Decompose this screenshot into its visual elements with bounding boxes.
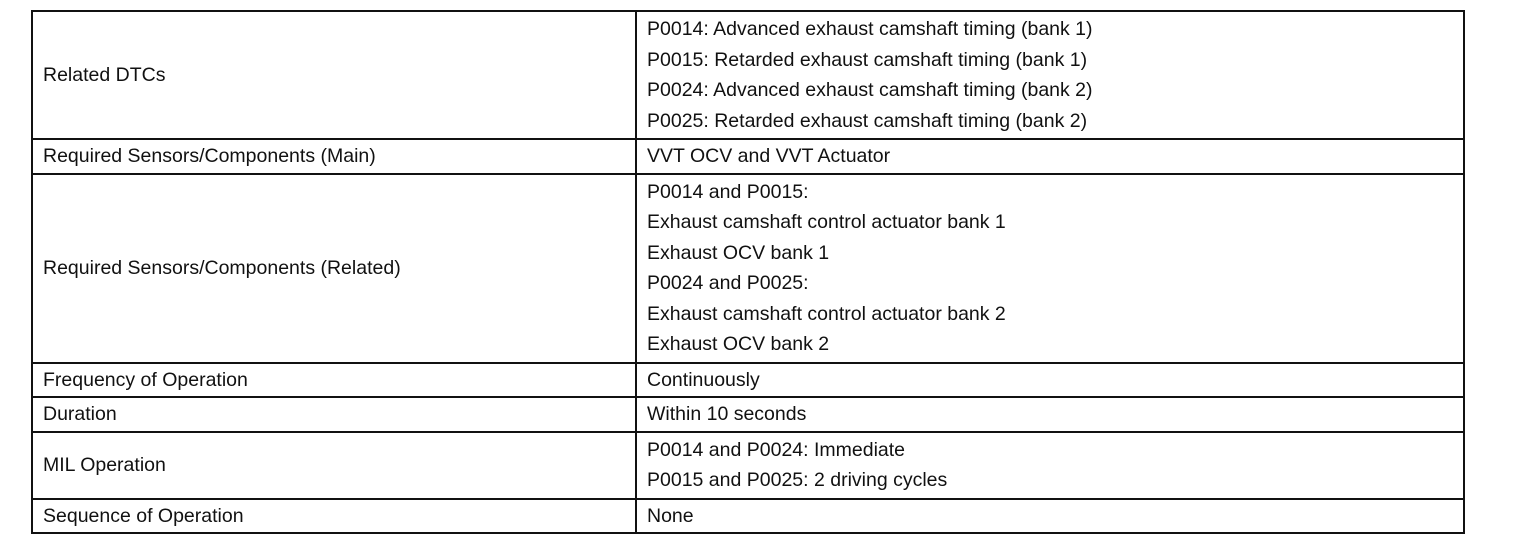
table-row-mil-operation [32, 432, 1464, 499]
value-line: Exhaust camshaft control actuator bank 1 [647, 211, 1006, 233]
table-row-required-sensors-related [32, 174, 1464, 363]
value-line: P0024 and P0025: [647, 272, 809, 294]
row-value [636, 363, 1464, 398]
monitor-spec-table [31, 10, 1465, 534]
value-line: P0014 and P0015: [647, 180, 809, 203]
value-line: P0024: Advanced exhaust camshaft timing (bank 2) [647, 79, 1093, 101]
value-line: Exhaust OCV bank 2 [647, 333, 830, 355]
value-line: Continuously [647, 368, 760, 391]
value-line: Exhaust camshaft control actuator bank 2 [647, 302, 1006, 325]
row-label: Sequence of Operation [32, 499, 636, 534]
row-value [636, 11, 1464, 139]
value-line: None [647, 504, 694, 527]
table-row-duration [32, 397, 1464, 432]
value-line: P0025: Retarded exhaust camshaft timing (bank 2) [647, 109, 1088, 132]
row-label: Frequency of Operation [32, 363, 636, 398]
value-line: VVT OCV and VVT Actuator [647, 145, 891, 167]
table-row-frequency-of-operation [32, 363, 1464, 398]
value-line: Within 10 seconds [647, 403, 807, 425]
value-line: P0014 and P0024: Immediate [647, 438, 906, 461]
row-value [636, 432, 1464, 499]
row-label: Related DTCs [32, 11, 636, 139]
row-value [636, 139, 1464, 174]
row-label: Duration [32, 397, 636, 432]
value-line: P0015 and P0025: 2 driving cycles [647, 469, 948, 491]
row-value [636, 397, 1464, 432]
row-label: Required Sensors/Components (Related) [32, 174, 636, 363]
value-line: Exhaust OCV bank 1 [647, 241, 830, 264]
table-row-sequence-of-operation [32, 499, 1464, 534]
row-label: Required Sensors/Components (Main) [32, 139, 636, 174]
row-label: MIL Operation [32, 432, 636, 499]
row-value [636, 174, 1464, 363]
value-line: P0015: Retarded exhaust camshaft timing (bank 1) [647, 48, 1088, 71]
table-row-required-sensors-main [32, 139, 1464, 174]
spec-table-body [32, 11, 1464, 533]
value-line: P0014: Advanced exhaust camshaft timing (bank 1) [647, 18, 1093, 40]
row-value [636, 499, 1464, 534]
table-row-related-dtcs [32, 11, 1464, 139]
